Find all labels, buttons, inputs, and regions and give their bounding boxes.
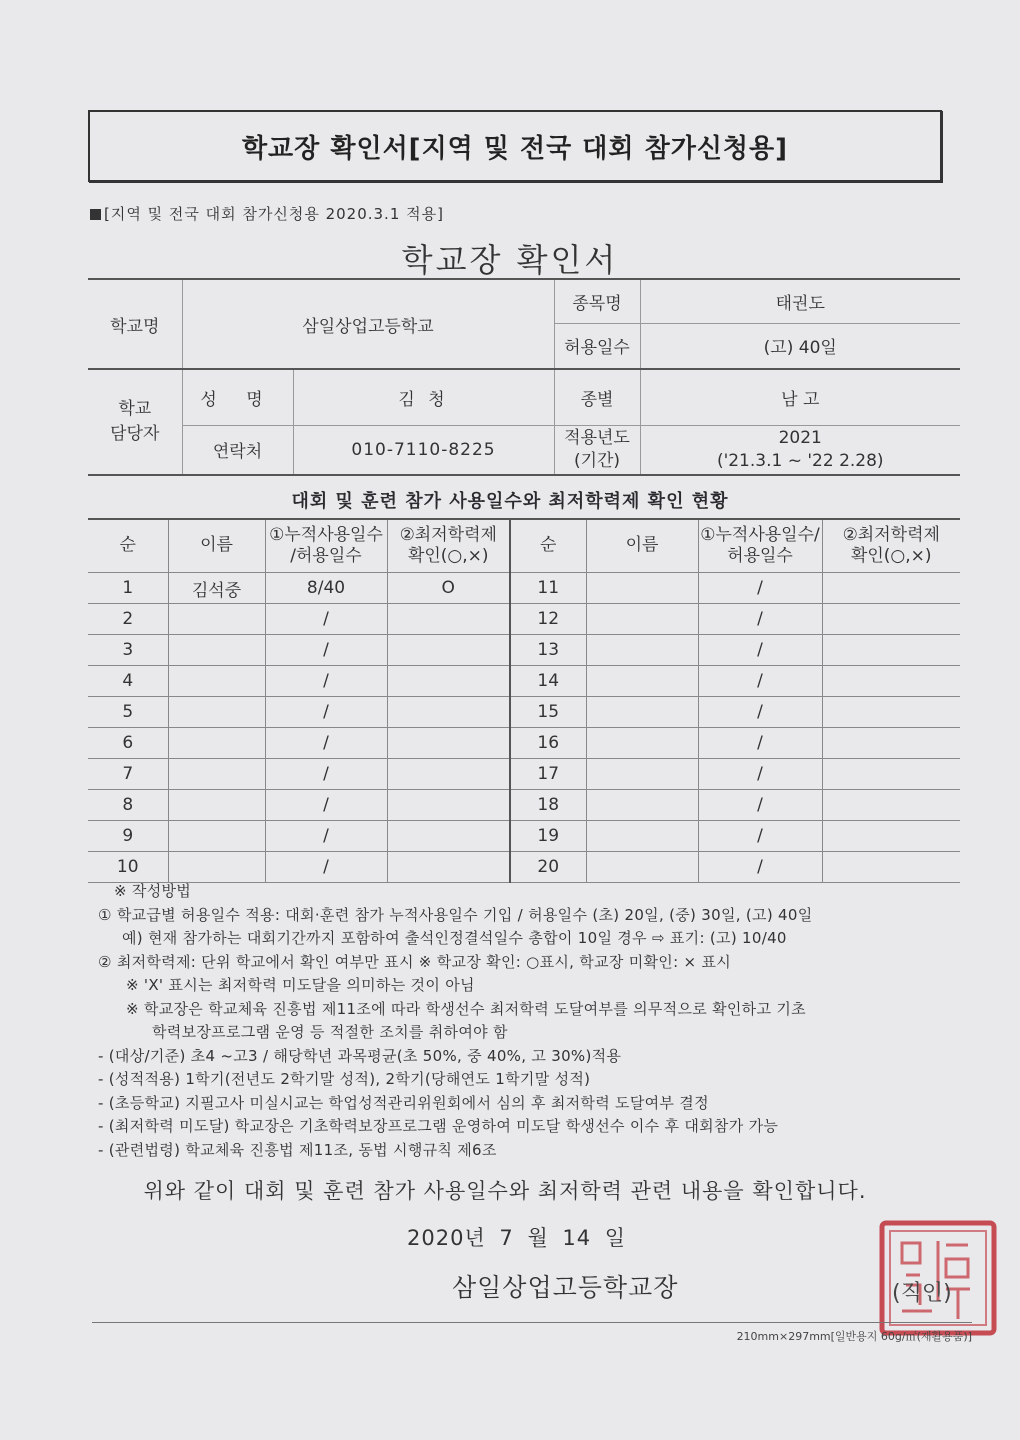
- row-number: 10: [88, 852, 168, 883]
- row-check: O: [387, 573, 510, 604]
- header-no: 순: [88, 519, 168, 573]
- row-number-right: 13: [510, 635, 586, 666]
- row-check: [387, 852, 510, 883]
- row-number-right: 16: [510, 728, 586, 759]
- row-check-right: [822, 728, 960, 759]
- row-days: 8/40: [265, 573, 387, 604]
- row-check-right: [822, 852, 960, 883]
- table-row: [88, 852, 960, 883]
- row-name: [168, 790, 265, 821]
- staff-label: [88, 369, 182, 475]
- note-2b: ※ 학교장은 학교체육 진흥법 제11조에 따라 학생선수 최저학력 도달여부를 의무적으로 확인하고 기초: [126, 999, 806, 1018]
- row-number: 5: [88, 697, 168, 728]
- row-check: [387, 635, 510, 666]
- header-check-line2: 확인(○,×): [407, 546, 489, 566]
- row-days: /: [265, 759, 387, 790]
- square-bullet-icon: [90, 209, 101, 220]
- table-row: [88, 604, 960, 635]
- row-number: 2: [88, 604, 168, 635]
- staff-name-label: 성 명: [182, 369, 293, 425]
- note-1-example: 예) 현재 참가하는 대회기간까지 포함하여 출석인정결석일수 총합이 10일 경우 ⇨ 표기: (고) 10/40: [122, 929, 787, 947]
- row-days: /: [265, 697, 387, 728]
- header-title: 학교장 확인서[지역 및 전국 대회 참가신청용]: [241, 133, 789, 164]
- row-days-right: /: [698, 573, 822, 604]
- table-row: [88, 697, 960, 728]
- year-label: [554, 425, 640, 475]
- header-no-right: 순: [510, 519, 586, 573]
- row-check: [387, 821, 510, 852]
- row-number-right: 11: [510, 573, 586, 604]
- header-check-right-line2: 확인(○,×): [850, 546, 932, 566]
- participation-table-body: [88, 573, 960, 883]
- row-name: [168, 759, 265, 790]
- row-name-right: [586, 728, 698, 759]
- row-days-right: /: [698, 697, 822, 728]
- row-name-right: [586, 604, 698, 635]
- table-row: [88, 821, 960, 852]
- row-days: /: [265, 821, 387, 852]
- row-number-right: 19: [510, 821, 586, 852]
- note-1: ① 학교급별 허용일수 적용: 대회·훈련 참가 누적사용일수 기입 / 허용일수 (초) 20일, (중) 30일, (고) 40일: [98, 905, 813, 924]
- header-days-right: [698, 519, 822, 573]
- header-check-right: [822, 519, 960, 573]
- staff-label-line1: 학교: [118, 398, 152, 419]
- staff-name: 김 청: [293, 369, 554, 425]
- allowed-days-value: (고) 40일: [640, 323, 960, 369]
- year-value-year: 2021: [778, 427, 822, 448]
- row-number: 4: [88, 666, 168, 697]
- gender-value: 남 고: [640, 369, 960, 425]
- row-name: [168, 821, 265, 852]
- row-check: [387, 759, 510, 790]
- row-name: [168, 604, 265, 635]
- row-number-right: 20: [510, 852, 586, 883]
- header-title-box: [88, 110, 942, 182]
- row-days: /: [265, 790, 387, 821]
- table-row: [88, 666, 960, 697]
- detail-5: - (관련법령) 학교체육 진흥법 제11조, 동법 시행규칙 제6조: [98, 1140, 497, 1159]
- gender-label: 종별: [554, 369, 640, 425]
- year-label-line1: 적용년도: [564, 427, 630, 448]
- header-days-right-line2: 허용일수: [727, 546, 793, 566]
- detail-2: - (성적적용) 1학기(전년도 2학기말 성적), 2학기(당해연도 1학기말 성적): [98, 1070, 591, 1088]
- table-row: [88, 759, 960, 790]
- header-check-line1: ②최저학력제: [399, 524, 497, 545]
- header-days-right-line1: ①누적사용일수/: [700, 524, 820, 545]
- row-days: /: [265, 852, 387, 883]
- row-name-right: [586, 759, 698, 790]
- row-days-right: /: [698, 790, 822, 821]
- school-name: 삼일상업고등학교: [182, 279, 554, 369]
- row-number-right: 17: [510, 759, 586, 790]
- row-name: 김석중: [168, 573, 265, 604]
- header-name: 이름: [168, 519, 265, 573]
- detail-4: - (최저학력 미도달) 학교장은 기초학력보장프로그램 운영하여 미도달 학생선수 이수 후 대회참가 가능: [98, 1117, 779, 1135]
- row-name-right: [586, 697, 698, 728]
- header-days-line1: ①누적사용일수: [269, 524, 383, 545]
- header-check: [387, 519, 510, 573]
- row-days-right: /: [698, 759, 822, 790]
- row-check: [387, 604, 510, 635]
- row-number-right: 18: [510, 790, 586, 821]
- row-number-right: 14: [510, 666, 586, 697]
- row-days-right: /: [698, 821, 822, 852]
- row-name: [168, 635, 265, 666]
- sport-value: 태권도: [640, 279, 960, 323]
- header-days: [265, 519, 387, 573]
- row-name: [168, 666, 265, 697]
- row-number-right: 15: [510, 697, 586, 728]
- subtitle: [90, 203, 444, 224]
- form-title: 학교장 확인서: [401, 241, 619, 279]
- row-days-right: /: [698, 728, 822, 759]
- row-check: [387, 790, 510, 821]
- row-check-right: [822, 666, 960, 697]
- row-check-right: [822, 573, 960, 604]
- row-days: /: [265, 635, 387, 666]
- row-name-right: [586, 821, 698, 852]
- row-name-right: [586, 666, 698, 697]
- row-check-right: [822, 790, 960, 821]
- row-check: [387, 697, 510, 728]
- row-number: 1: [88, 573, 168, 604]
- row-days: /: [265, 666, 387, 697]
- note-2: ② 최저학력제: 단위 학교에서 확인 여부만 표시 ※ 학교장 확인: ○표시, 학교장 미확인: × 표시: [98, 952, 732, 971]
- paper-spec-footer: 210mm×297mm[일반용지 60g/㎡(재활용품)]: [736, 1330, 972, 1343]
- footer-divider: [92, 1322, 972, 1323]
- contact-value: 010-7110-8225: [293, 425, 554, 475]
- date: 2020년 7 월 14 일: [407, 1226, 627, 1250]
- header-name-right: 이름: [586, 519, 698, 573]
- table-row: [88, 790, 960, 821]
- row-check-right: [822, 635, 960, 666]
- school-label: 학교명: [88, 279, 182, 369]
- instructions-heading: ※ 작성방법: [114, 882, 192, 900]
- row-days-right: /: [698, 666, 822, 697]
- row-days: /: [265, 604, 387, 635]
- principal-name: 삼일상업고등학교장: [452, 1273, 679, 1302]
- row-name: [168, 697, 265, 728]
- row-number: 8: [88, 790, 168, 821]
- header-days-line2: /허용일수: [290, 546, 362, 566]
- row-name-right: [586, 573, 698, 604]
- row-days-right: /: [698, 852, 822, 883]
- row-number: 7: [88, 759, 168, 790]
- row-number: 3: [88, 635, 168, 666]
- row-name-right: [586, 790, 698, 821]
- section-title: 대회 및 훈련 참가 사용일수와 최저학력제 확인 현황: [291, 491, 729, 512]
- row-check-right: [822, 759, 960, 790]
- seal-label: (직인): [892, 1281, 952, 1306]
- year-label-line2: (기간): [573, 450, 621, 471]
- staff-label-line2: 담당자: [110, 424, 160, 444]
- row-days: /: [265, 728, 387, 759]
- row-days-right: /: [698, 635, 822, 666]
- row-check-right: [822, 604, 960, 635]
- participation-table: [88, 518, 960, 883]
- row-check-right: [822, 821, 960, 852]
- row-name-right: [586, 635, 698, 666]
- row-check-right: [822, 697, 960, 728]
- row-check: [387, 666, 510, 697]
- table-row: [88, 728, 960, 759]
- row-number-right: 12: [510, 604, 586, 635]
- note-2a: ※ 'X' 표시는 최저학력 미도달을 의미하는 것이 아님: [126, 976, 475, 994]
- year-value: [640, 425, 960, 475]
- row-name-right: [586, 852, 698, 883]
- detail-3: - (초등학교) 지필고사 미실시교는 학업성적관리위원회에서 심의 후 최저학력 도달여부 결정: [98, 1093, 709, 1112]
- school-info-table: [88, 278, 960, 476]
- row-number: 9: [88, 821, 168, 852]
- allowed-days-label: 허용일수: [554, 323, 640, 369]
- contact-label: 연락처: [182, 425, 293, 475]
- table-row: [88, 573, 960, 604]
- row-number: 6: [88, 728, 168, 759]
- row-check: [387, 728, 510, 759]
- row-name: [168, 852, 265, 883]
- header-check-right-line1: ②최저학력제: [842, 524, 940, 545]
- note-2c: 학력보장프로그램 운영 등 적절한 조치를 취하여야 함: [152, 1023, 508, 1041]
- row-days-right: /: [698, 604, 822, 635]
- row-name: [168, 728, 265, 759]
- confirmation-text: 위와 같이 대회 및 훈련 참가 사용일수와 최저학력 관련 내용을 확인합니다.: [143, 1179, 867, 1203]
- year-value-period: ('21.3.1 ~ '22 2.28): [716, 450, 884, 471]
- sport-label: 종목명: [554, 279, 640, 323]
- subtitle-text: [지역 및 전국 대회 참가신청용 2020.3.1 적용]: [104, 205, 444, 223]
- detail-1: - (대상/기준) 초4 ~고3 / 해당학년 과목평균(초 50%, 중 40%, 고 30%)적용: [98, 1046, 622, 1065]
- table-row: [88, 635, 960, 666]
- instructions: [98, 880, 978, 1162]
